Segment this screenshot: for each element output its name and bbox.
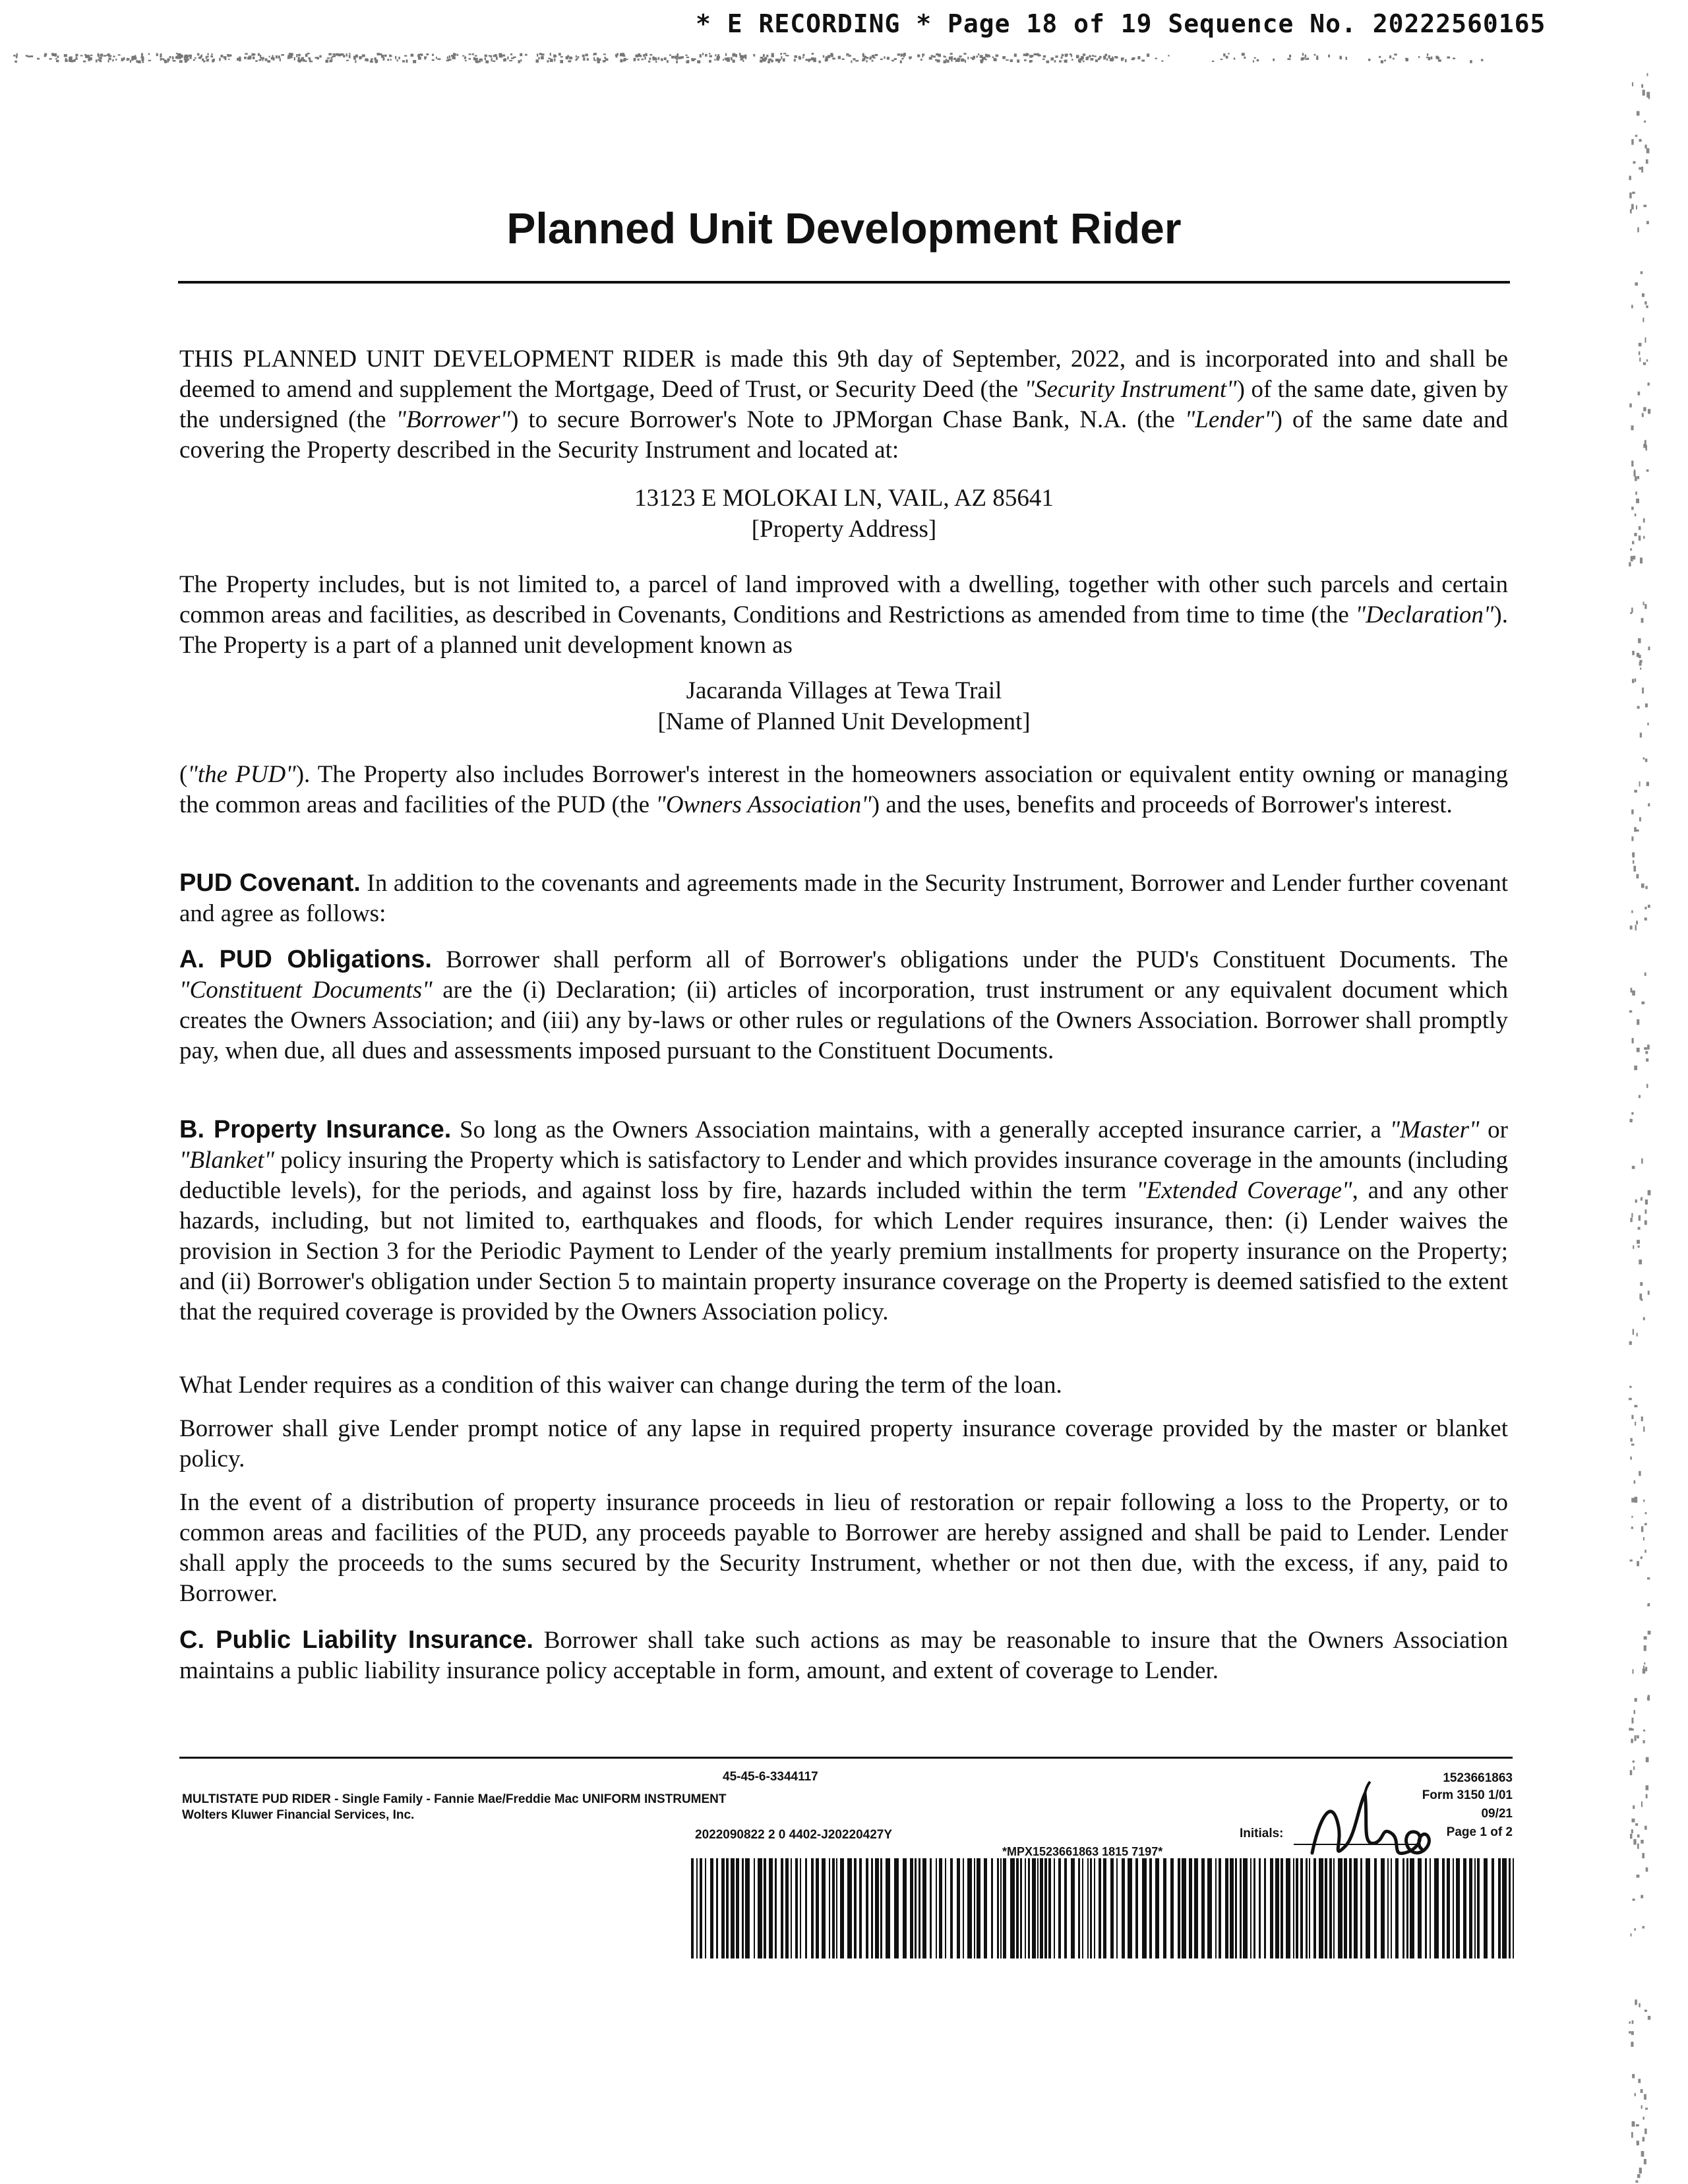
footer-doc-code: 2022090822 2 0 4402-J20220427Y bbox=[695, 1828, 893, 1842]
pud-text-2: ) and the uses, benefits and proceeds of Borrower's interest. bbox=[871, 791, 1453, 818]
footer-initials-label: Initials: bbox=[1240, 1827, 1284, 1840]
footer-form-line-2: Wolters Kluwer Financial Services, Inc. bbox=[182, 1808, 415, 1822]
section-a-heading: A. PUD Obligations. bbox=[179, 946, 432, 973]
footer-center-code: 45-45-6-3344117 bbox=[723, 1770, 818, 1784]
pud-name: Jacaranda Villages at Tewa Trail bbox=[686, 677, 1002, 704]
pud-text-1: ). The Property also includes Borrower's interest in the homeowners association or equivalent entity owning or managing the common areas and facilities of the PUD (the bbox=[179, 761, 1508, 818]
footer-revision: 09/21 bbox=[1481, 1807, 1513, 1821]
pud-text-0: ( bbox=[179, 761, 188, 788]
term-declaration: "Declaration" bbox=[1355, 601, 1494, 628]
term-security-instrument: "Security Instrument" bbox=[1024, 376, 1237, 403]
barcode-icon bbox=[691, 1858, 1514, 1958]
section-b-text-2: or bbox=[1479, 1116, 1508, 1143]
section-b-heading: B. Property Insurance. bbox=[179, 1116, 452, 1143]
barcode-text: *MPX1523661863 1815 7197* bbox=[1002, 1845, 1163, 1858]
section-a-paragraph bbox=[179, 944, 1508, 1066]
intro-paragraph bbox=[179, 344, 1508, 466]
section-b-notice-text: Borrower shall give Lender prompt notice of any lapse in required property insurance coverage provided by the master or blanket policy. bbox=[179, 1415, 1508, 1472]
term-the-pud: "the PUD" bbox=[187, 761, 296, 788]
footer-form-number: Form 3150 1/01 bbox=[1422, 1788, 1513, 1802]
section-a-text-2: are the (i) Declaration; (ii) articles of incorporation, trust instrument or any equivalent document which creates the Owners Association; and (iii) any by-laws or other rules or regulations of the Owners Association. Borrower shall promptly pay, when due, all dues and assessments imposed pursuant to the Constituent Documents. bbox=[179, 977, 1508, 1064]
section-b-waiver-text: What Lender requires as a condition of this waiver can change during the term of the loan. bbox=[179, 1372, 1062, 1399]
term-blanket: "Blanket" bbox=[179, 1147, 275, 1174]
term-constituent-documents: "Constituent Documents" bbox=[179, 977, 433, 1004]
section-a-text-1: Borrower shall perform all of Borrower's obligations under the PUD's Constituent Documents. The bbox=[431, 946, 1509, 973]
section-b-waiver-paragraph bbox=[179, 1370, 1508, 1401]
section-b-text-3: policy insuring the Property which is satisfactory to Lender and which provides insurance coverage in the amounts (including deductible levels), for the periods, and against loss by fire, hazards included within the term bbox=[179, 1147, 1508, 1204]
property-address: 13123 E MOLOKAI LN, VAIL, AZ 85641 bbox=[634, 485, 1054, 512]
term-extended-coverage: "Extended Coverage" bbox=[1136, 1177, 1352, 1204]
section-b-distribution-text: In the event of a distribution of property insurance proceeds in lieu of restoration or repair following a loss to the Property, or to common areas and facilities of the PUD, any proceeds payable to Borrower are hereby assigned and shall be paid to Lender. Lender shall apply the proceeds to the sums secured by the Security Instrument, whether or not then due, with the excess, if any, paid to Borrower. bbox=[179, 1489, 1508, 1607]
section-c-heading: C. Public Liability Insurance. bbox=[179, 1626, 533, 1654]
property-text-2: ). The Property is a part of a planned unit development known as bbox=[179, 601, 1508, 659]
section-b-text-1: So long as the Owners Association maintains, with a generally accepted insurance carrier, a bbox=[451, 1116, 1390, 1143]
section-b-paragraph bbox=[179, 1114, 1508, 1327]
pud-covenant-heading: PUD Covenant. bbox=[179, 869, 361, 897]
pud-name-label: [Name of Planned Unit Development] bbox=[657, 708, 1031, 735]
footer-form-line-1: MULTISTATE PUD RIDER - Single Family - Fannie Mae/Freddie Mac UNIFORM INSTRUMENT bbox=[182, 1792, 727, 1806]
property-text-1: The Property includes, but is not limited to, a parcel of land improved with a dwelling, together with other such parcels and certain common areas and facilities, as described in Covenants, Conditions and Restrictions as amended from time to time (the bbox=[179, 571, 1508, 628]
scan-margin-marks bbox=[1609, 53, 1662, 2183]
intro-text-2: ) of the same date, given by the undersigned (the bbox=[179, 376, 1508, 433]
intro-text-1: is made this 9th day of September, 2022, and is incorporated into and shall be deemed to amend and supplement the Mortgage, Deed of Trust, or Security Deed (the bbox=[179, 346, 1508, 403]
term-owners-association: "Owners Association" bbox=[655, 791, 872, 818]
section-c-paragraph bbox=[179, 1625, 1508, 1686]
term-master: "Master" bbox=[1389, 1116, 1480, 1143]
pud-covenant-paragraph bbox=[179, 868, 1508, 929]
section-b-text-4: , and any other hazards, including, but not limited to, earthquakes and floods, for which Lender requires insurance, then: (i) Lender waives the provision in Section 3 for the Periodic Payment to Lender of the yearly premium installments for property insurance on the Property; and (ii) Borrower's obligation under Section 5 to maintain property insurance coverage on the Property is deemed satisfied to the extent that the required coverage is provided by the Owners Association policy. bbox=[179, 1177, 1508, 1325]
footer-page-of: Page 1 of 2 bbox=[1446, 1825, 1513, 1839]
footer-loan-number: 1523661863 bbox=[1443, 1771, 1513, 1785]
property-address-label: [Property Address] bbox=[751, 516, 937, 543]
scan-noise-strip bbox=[13, 53, 1490, 63]
page-title: Planned Unit Development Rider bbox=[506, 204, 1182, 253]
section-b-distribution-paragraph bbox=[179, 1488, 1508, 1609]
pud-covenant-text: In addition to the covenants and agreements made in the Security Instrument, Borrower and Lender further covenant and agree as follows: bbox=[179, 870, 1508, 927]
property-paragraph bbox=[179, 570, 1508, 661]
intro-text-4: ) of the same date and covering the Property described in the Security Instrument and located at: bbox=[179, 406, 1508, 464]
pud-paragraph bbox=[179, 760, 1508, 820]
recording-header: * E RECORDING * Page 18 of 19 Sequence No. 20222560165 bbox=[696, 9, 1546, 38]
term-lender: "Lender" bbox=[1184, 406, 1275, 433]
title-divider bbox=[178, 281, 1510, 284]
section-b-notice-paragraph bbox=[179, 1414, 1508, 1474]
term-borrower: "Borrower" bbox=[396, 406, 511, 433]
section-c-text: Borrower shall take such actions as may be reasonable to insure that the Owners Association maintains a public liability insurance policy acceptable in form, amount, and extent of coverage to Lender. bbox=[179, 1627, 1508, 1684]
footer-divider bbox=[179, 1757, 1513, 1759]
intro-text-3: ) to secure Borrower's Note to JPMorgan Chase Bank, N.A. (the bbox=[510, 406, 1185, 433]
pud-name-block bbox=[0, 675, 1688, 737]
property-address-block bbox=[0, 483, 1688, 545]
intro-caps: THIS PLANNED UNIT DEVELOPMENT RIDER bbox=[179, 346, 696, 373]
